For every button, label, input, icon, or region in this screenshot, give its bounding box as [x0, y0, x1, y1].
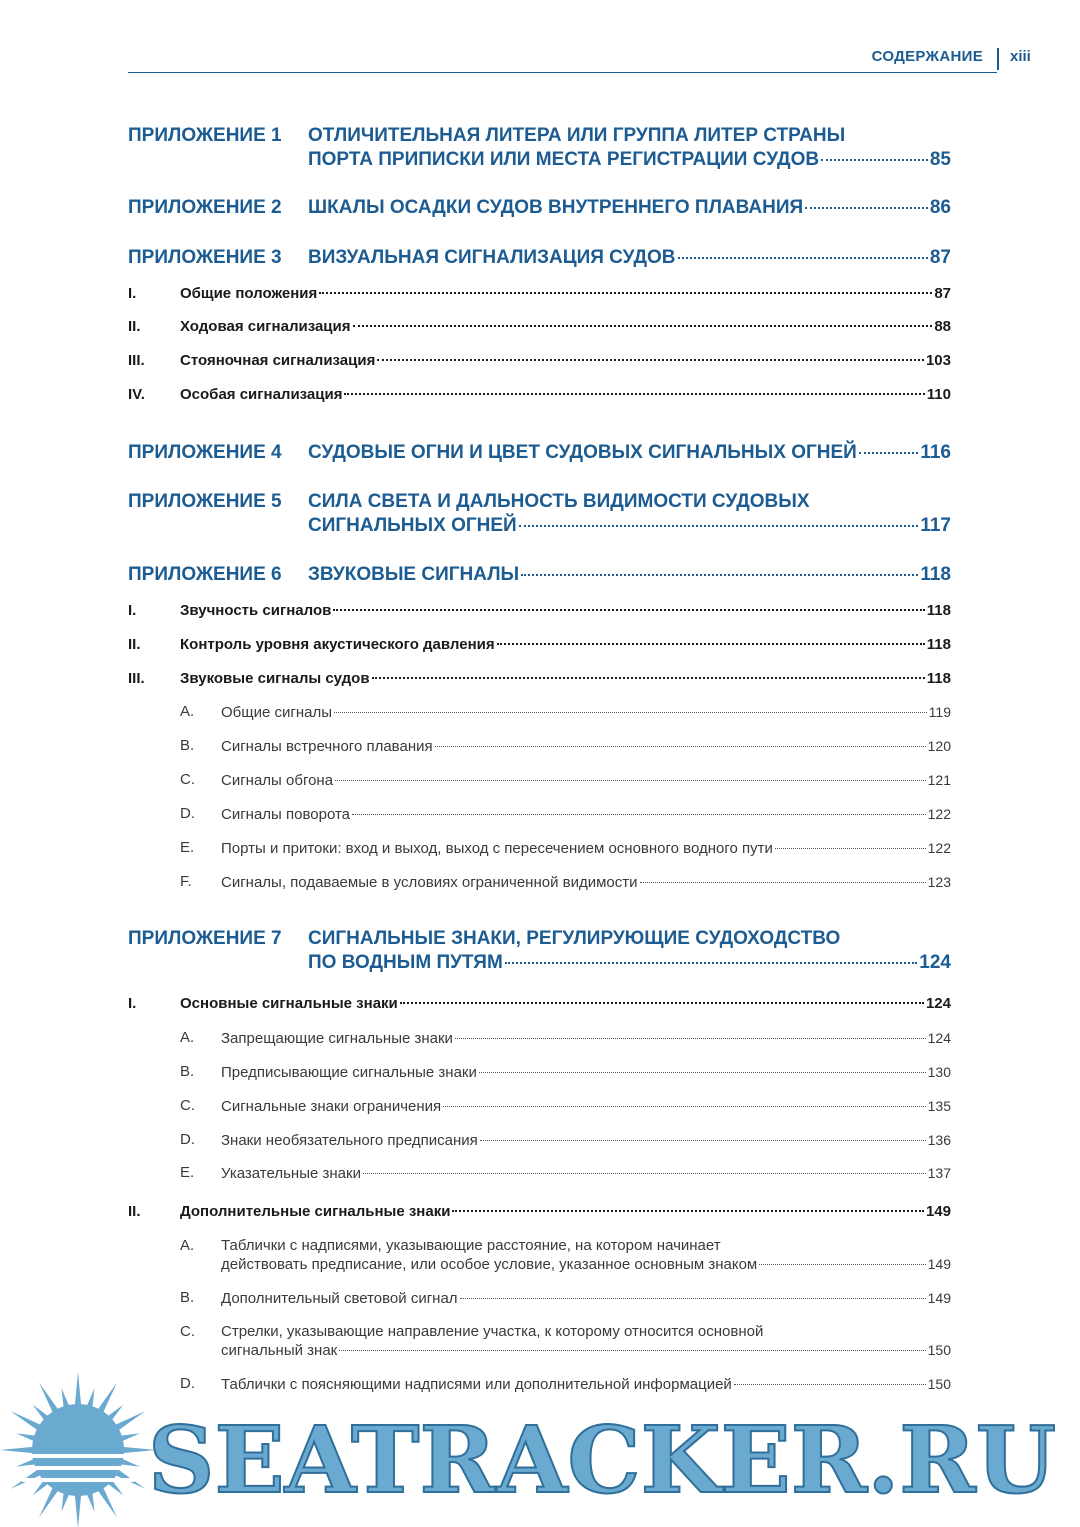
header-rule — [128, 72, 997, 73]
toc-entry[interactable] — [128, 385, 951, 405]
entry-title: Общие сигналы — [221, 704, 332, 721]
toc-entry[interactable] — [128, 601, 951, 621]
entry-number: B. — [180, 737, 195, 754]
dot-leader — [352, 814, 926, 815]
entry-number: I. — [128, 995, 137, 1012]
dot-leader — [859, 452, 919, 454]
toc-entry[interactable] — [128, 1097, 951, 1115]
page-number: 118 — [926, 602, 951, 619]
entry-title: Звучность сигналов — [180, 602, 332, 619]
entry-number: A. — [180, 703, 195, 720]
appendix-label: ПРИЛОЖЕНИЕ 3 — [128, 247, 282, 268]
toc-entry[interactable] — [128, 737, 951, 755]
entry-title: Таблички с поясняющими надписями или дополнительной информацией — [221, 1376, 732, 1393]
toc-entry[interactable] — [128, 563, 951, 587]
dot-leader — [353, 325, 933, 327]
page-number: 149 — [927, 1290, 951, 1306]
toc-entry[interactable] — [128, 703, 951, 721]
toc-entry[interactable] — [128, 873, 951, 891]
dot-leader — [505, 962, 918, 964]
dot-leader — [334, 712, 927, 713]
page-number: 118 — [926, 636, 951, 653]
toc-entry[interactable] — [128, 196, 951, 220]
header-divider — [997, 48, 999, 70]
page-number: 87 — [929, 247, 951, 268]
toc-entry[interactable] — [128, 124, 951, 172]
entry-number: C. — [180, 771, 195, 788]
page-number: 130 — [927, 1064, 951, 1080]
entry-title: ОТЛИЧИТЕЛЬНАЯ ЛИТЕРА ИЛИ ГРУППА ЛИТЕР СТРАНЫ — [308, 125, 846, 146]
header-page-number: xiii — [1010, 48, 1031, 65]
appendix-label: ПРИЛОЖЕНИЕ 5 — [128, 491, 282, 512]
page-number: 85 — [929, 149, 951, 170]
entry-title: Дополнительный световой сигнал — [221, 1290, 458, 1307]
entry-title: Стрелки, указывающие направление участка, к которому относится основной — [221, 1323, 764, 1340]
entry-title: ВИЗУАЛЬНАЯ СИГНАЛИЗАЦИЯ СУДОВ — [308, 247, 676, 268]
entry-number: F. — [180, 873, 192, 890]
entry-number: D. — [180, 1131, 195, 1148]
toc-entry[interactable] — [128, 635, 951, 655]
entry-title: Стояночная сигнализация — [180, 352, 376, 369]
entry-title: ПОРТА ПРИПИСКИ ИЛИ МЕСТА РЕГИСТРАЦИИ СУДОВ — [308, 149, 820, 170]
dot-leader — [821, 159, 928, 161]
dot-leader — [435, 746, 926, 747]
toc-entry[interactable] — [128, 441, 951, 465]
dot-leader — [339, 1350, 925, 1351]
entry-number: II. — [128, 1203, 141, 1220]
dot-leader — [805, 207, 928, 209]
dot-leader — [319, 292, 932, 294]
entry-title: ШКАЛЫ ОСАДКИ СУДОВ ВНУТРЕННЕГО ПЛАВАНИЯ — [308, 197, 804, 218]
toc-entry[interactable] — [128, 351, 951, 371]
page-number: 88 — [934, 318, 951, 335]
entry-title: Сигналы встречного плавания — [221, 738, 433, 755]
dot-leader — [759, 1264, 925, 1265]
entry-number: I. — [128, 602, 137, 619]
toc-entry[interactable] — [128, 317, 951, 337]
entry-title: Таблички с надписями, указывающие расстояние, на котором начинает — [221, 1237, 721, 1254]
appendix-label: ПРИЛОЖЕНИЕ 4 — [128, 442, 282, 463]
dot-leader — [377, 359, 924, 361]
entry-title: сигнальный знак — [221, 1342, 338, 1359]
watermark-text: SEATRACKER.RU — [148, 1406, 1056, 1514]
page-number: 135 — [927, 1098, 951, 1114]
toc-entry[interactable] — [128, 1164, 951, 1182]
toc-entry[interactable] — [128, 246, 951, 270]
dot-leader — [400, 1002, 924, 1004]
toc-entry[interactable] — [128, 490, 951, 538]
page-number: 149 — [925, 1203, 951, 1220]
toc-entry[interactable] — [128, 1202, 951, 1222]
page-number: 124 — [919, 952, 951, 973]
dot-leader — [443, 1106, 925, 1107]
entry-number: II. — [128, 636, 141, 653]
entry-number: III. — [128, 670, 145, 687]
entry-number: D. — [180, 805, 195, 822]
page-number: 121 — [927, 772, 951, 788]
entry-number: E. — [180, 839, 195, 856]
entry-number: IV. — [128, 386, 145, 403]
entry-title: Знаки необязательного предписания — [221, 1132, 478, 1149]
page-number: 136 — [927, 1132, 951, 1148]
page-number: 117 — [920, 515, 951, 536]
entry-title: Ходовая сигнализация — [180, 318, 351, 335]
dot-leader — [519, 525, 919, 527]
entry-title: Особая сигнализация — [180, 386, 343, 403]
toc-entry[interactable] — [128, 771, 951, 789]
header-title: СОДЕРЖАНИЕ — [871, 48, 983, 65]
toc-entry[interactable] — [128, 994, 951, 1014]
watermark — [0, 1370, 1080, 1527]
page-number: 123 — [927, 874, 951, 890]
entry-title: действовать предписание, или особое условие, указанное основным знаком — [221, 1256, 758, 1273]
entry-number: E. — [180, 1164, 195, 1181]
appendix-label: ПРИЛОЖЕНИЕ 7 — [128, 928, 282, 949]
dot-leader — [335, 780, 926, 781]
appendix-label: ПРИЛОЖЕНИЕ 1 — [128, 125, 282, 146]
toc-entry[interactable] — [128, 1289, 951, 1307]
toc-entry[interactable] — [128, 1029, 951, 1047]
toc-entry[interactable] — [128, 1063, 951, 1081]
page-number: 149 — [927, 1256, 951, 1272]
dot-leader — [460, 1298, 926, 1299]
page-number: 124 — [925, 995, 951, 1012]
entry-title: Порты и притоки: вход и выход, выход с пересечением основного водного пути — [221, 840, 773, 857]
entry-title: СИЛА СВЕТА И ДАЛЬНОСТЬ ВИДИМОСТИ СУДОВЫХ — [308, 491, 810, 512]
page-number: 87 — [934, 285, 951, 302]
entry-title: Указательные знаки — [221, 1165, 361, 1182]
dot-leader — [640, 882, 926, 883]
entry-number: III. — [128, 352, 145, 369]
entry-title: СУДОВЫЕ ОГНИ И ЦВЕТ СУДОВЫХ СИГНАЛЬНЫХ ОГНЕЙ — [308, 442, 857, 463]
entry-title: Общие положения — [180, 285, 318, 302]
entry-number: II. — [128, 318, 141, 335]
toc-entry[interactable] — [128, 1237, 951, 1273]
dot-leader — [497, 643, 925, 645]
toc-entry[interactable] — [128, 284, 951, 304]
sun-icon — [0, 1372, 156, 1527]
toc-entry[interactable] — [128, 1323, 951, 1359]
entry-title: Сигналы поворота — [221, 806, 351, 823]
entry-title: Предписывающие сигнальные знаки — [221, 1064, 477, 1081]
dot-leader — [344, 393, 924, 395]
dot-leader — [363, 1173, 926, 1174]
appendix-label: ПРИЛОЖЕНИЕ 6 — [128, 564, 282, 585]
dot-leader — [372, 677, 925, 679]
page-number: 122 — [927, 806, 951, 822]
page-number: 150 — [927, 1342, 951, 1358]
entry-number: B. — [180, 1289, 195, 1306]
page-number: 119 — [928, 704, 951, 720]
entry-number: A. — [180, 1029, 195, 1046]
dot-leader — [455, 1038, 926, 1039]
toc-entry[interactable] — [128, 839, 951, 857]
dot-leader — [480, 1140, 926, 1141]
dot-leader — [479, 1072, 926, 1073]
entry-title: Сигнальные знаки ограничения — [221, 1098, 442, 1115]
entry-title: Дополнительные сигнальные знаки — [180, 1203, 451, 1220]
page-number: 118 — [920, 564, 951, 585]
page-number: 137 — [927, 1165, 951, 1181]
entry-number: C. — [180, 1097, 195, 1114]
entry-number: B. — [180, 1063, 195, 1080]
toc-entry[interactable] — [128, 805, 951, 823]
page-number: 120 — [927, 738, 951, 754]
dot-leader — [452, 1210, 924, 1212]
entry-title: Контроль уровня акустического давления — [180, 636, 495, 653]
entry-number: C. — [180, 1323, 195, 1340]
page-number: 150 — [927, 1376, 951, 1392]
page-number: 118 — [926, 670, 951, 687]
appendix-label: ПРИЛОЖЕНИЕ 2 — [128, 197, 282, 218]
entry-title: СИГНАЛЬНЫЕ ЗНАКИ, РЕГУЛИРУЮЩИЕ СУДОХОДСТВО — [308, 928, 841, 949]
entry-title: Основные сигнальные знаки — [180, 995, 398, 1012]
toc-entry[interactable] — [128, 1131, 951, 1149]
page-number: 86 — [929, 197, 951, 218]
toc-entry[interactable] — [128, 927, 951, 975]
dot-leader — [678, 257, 928, 259]
page-number: 124 — [927, 1030, 951, 1046]
page-number: 103 — [925, 352, 951, 369]
page-number: 122 — [927, 840, 951, 856]
entry-number: A. — [180, 1237, 195, 1254]
dot-leader — [521, 574, 918, 576]
entry-title: Сигналы, подаваемые в условиях ограниченной видимости — [221, 874, 638, 891]
entry-title: Звуковые сигналы судов — [180, 670, 370, 687]
entry-number: I. — [128, 285, 137, 302]
entry-title: ПО ВОДНЫМ ПУТЯМ — [308, 952, 503, 973]
dot-leader — [333, 609, 924, 611]
entry-number: D. — [180, 1375, 195, 1392]
page-number: 110 — [926, 386, 951, 403]
entry-title: ЗВУКОВЫЕ СИГНАЛЫ — [308, 564, 520, 585]
entry-title: СИГНАЛЬНЫХ ОГНЕЙ — [308, 515, 517, 536]
entry-title: Запрещающие сигнальные знаки — [221, 1030, 453, 1047]
entry-title: Сигналы обгона — [221, 772, 334, 789]
toc-entry[interactable] — [128, 669, 951, 689]
page-number: 116 — [920, 442, 951, 463]
dot-leader — [775, 848, 926, 849]
